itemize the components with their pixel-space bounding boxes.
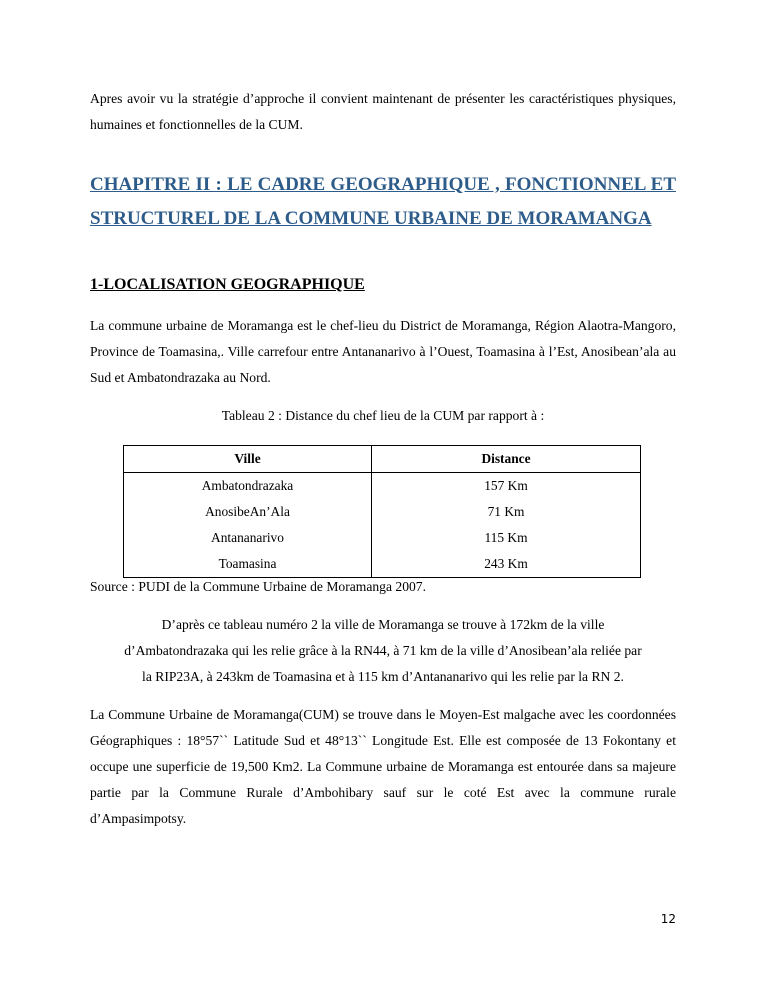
header-distance: Distance: [372, 446, 641, 473]
cell-distance: 243 Km: [372, 551, 641, 578]
cell-distance: 115 Km: [372, 525, 641, 551]
analysis-line: la RIP23A, à 243km de Toamasina et à 115 km d’Antananarivo qui les relie par la RN 2.: [142, 669, 624, 684]
cell-ville: AnosibeAn’Ala: [124, 499, 372, 525]
table-header-row: [124, 446, 641, 473]
table-source: Source : PUDI de la Commune Urbaine de Moramanga 2007.: [90, 579, 426, 594]
section-title: 1-LOCALISATION GEOGRAPHIQUE: [90, 276, 365, 293]
table-caption: Tableau 2 : Distance du chef lieu de la CUM par rapport à :: [221, 408, 545, 423]
analysis-paragraph: [90, 612, 676, 690]
chapter-title: CHAPITRE II : LE CADRE GEOGRAPHIQUE , FONCTIONNEL ET STRUCTUREL DE LA COMMUNE URBAINE DE MORAMANGA: [90, 174, 676, 229]
localisation-paragraph: La commune urbaine de Moramanga est le chef-lieu du District de Moramanga, Région Alaotra-Mangoro, Province de Toamasina,. Ville carrefour entre Antananarivo à l’Ouest, Toamasina à l’Est, Anosibean’ala au Sud et Ambatondrazaka au Nord.: [90, 318, 676, 385]
table-row: [124, 473, 641, 500]
coordinates-paragraph: La Commune Urbaine de Moramanga(CUM) se trouve dans le Moyen-Est malgache avec les coordonnées Géographiques : 18°57`` Latitude Sud et 48°13`` Longitude Est. Elle est composée de 13 Fokontany et occupe une superficie de 19,500 Km2. La Commune urbaine de Moramanga est entourée dans sa majeure partie par la Commune Rurale d’Ambohibary sauf sur le coté Est avec la commune rurale d’Ampasimpotsy.: [90, 707, 676, 826]
cell-ville: Antananarivo: [124, 525, 372, 551]
analysis-line: d’Ambatondrazaka qui les relie grâce à la RN44, à 71 km de la ville d’Anosibean’ala reliée par: [124, 643, 642, 658]
table-row: [124, 551, 641, 578]
table-row: [124, 525, 641, 551]
cell-distance: 71 Km: [372, 499, 641, 525]
header-ville: Ville: [124, 446, 372, 473]
page-number: 12: [660, 912, 676, 926]
distance-table: [123, 445, 641, 578]
analysis-line: D’après ce tableau numéro 2 la ville de Moramanga se trouve à 172km de la ville: [161, 617, 605, 632]
intro-paragraph: Apres avoir vu la stratégie d’approche il convient maintenant de présenter les caractéristiques physiques, humaines et fonctionnelles de la CUM.: [90, 91, 676, 132]
cell-ville: Toamasina: [124, 551, 372, 578]
table-row: [124, 499, 641, 525]
cell-distance: 157 Km: [372, 473, 641, 500]
cell-ville: Ambatondrazaka: [124, 473, 372, 500]
